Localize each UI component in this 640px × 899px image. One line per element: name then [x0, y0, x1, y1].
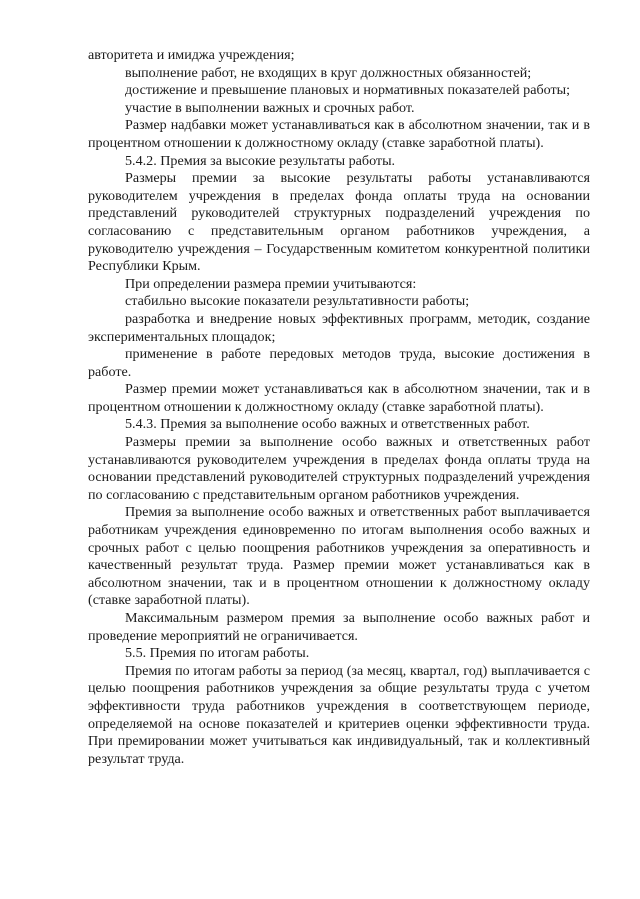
paragraph-bonus-criteria-intro: При определении размера премии учитываются:	[125, 275, 417, 292]
paragraph-advanced-methods: применение в работе передовых методов труда, высокие достижения в работе.	[88, 346, 590, 380]
paragraph-stable-results: стабильно высокие показатели результативности работы;	[125, 293, 470, 310]
paragraph-plan-achievement: достижение и превышение плановых и нормативных показателей работы;	[125, 82, 571, 99]
paragraph-bonus-max: Максимальным размером премия за выполнение особо важных работ и проведение мероприятий не ограничивается.	[88, 610, 590, 644]
paragraph-allowance-size: Размер надбавки может устанавливаться как в абсолютном значении, так и в процентном отношении к должностному окладу (ставке заработной платы).	[88, 117, 590, 151]
paragraph-bonus-size: Размер премии может устанавливаться как в абсолютном значении, так и в процентном отношении к должностному окладу (ставке заработной платы).	[88, 381, 590, 415]
paragraph-authority: авторитета и имиджа учреждения;	[88, 47, 295, 63]
paragraph-bonus-high-results: Размеры премии за высокие результаты работы устанавливаются руководителем учреждения в пределах фонда оплаты труда на основании представлений руководителей структурных подразделений учреждения по согласованию с представительным органом работников учреждения, а руководителю учреждения – Государственным комитетом конкурентной политики Республики Крым.	[88, 170, 590, 275]
paragraph-bonus-payment: Премия за выполнение особо важных и ответственных работ выплачивается работникам учреждения единовременно по итогам выполнения особо важных и срочных работ с целью поощрения работников учреждения за оперативность и качественный результат труда. Размер премии может устанавливаться как в абсолютном значении, так и в процентном отношении к должностному окладу (ставке заработной платы).	[88, 504, 590, 609]
paragraph-bonus-period-results: Премия по итогам работы за период (за месяц, квартал, год) выплачивается с целью поощрения работников учреждения за общие результаты труда с учетом эффективности труда работников учреждения в соответствующем периоде, определяемой на основе показателей и критериев оценки эффективности труда. При премировании может учитываться как индивидуальный, так и коллективный результат труда.	[88, 662, 590, 767]
paragraph-bonus-important-work: Размеры премии за выполнение особо важных и ответственных работ устанавливаются руководителем учреждения в пределах фонда оплаты труда на основании представлений руководителей структурных подразделений учреждения по согласованию с представительным органом работников учреждения.	[88, 434, 590, 503]
paragraph-extra-work: выполнение работ, не входящих в круг должностных обязанностей;	[125, 64, 532, 81]
paragraph-urgent-work: участие в выполнении важных и срочных работ.	[125, 99, 415, 116]
heading-5-5: 5.5. Премия по итогам работы.	[125, 645, 310, 662]
paragraph-new-programs: разработка и внедрение новых эффективных программ, методик, создание экспериментальных площадок;	[88, 310, 590, 345]
document-page	[88, 47, 590, 768]
heading-5-4-2: 5.4.2. Премия за высокие результаты работы.	[125, 152, 396, 169]
heading-5-4-3: 5.4.3. Премия за выполнение особо важных и ответственных работ.	[125, 416, 530, 433]
